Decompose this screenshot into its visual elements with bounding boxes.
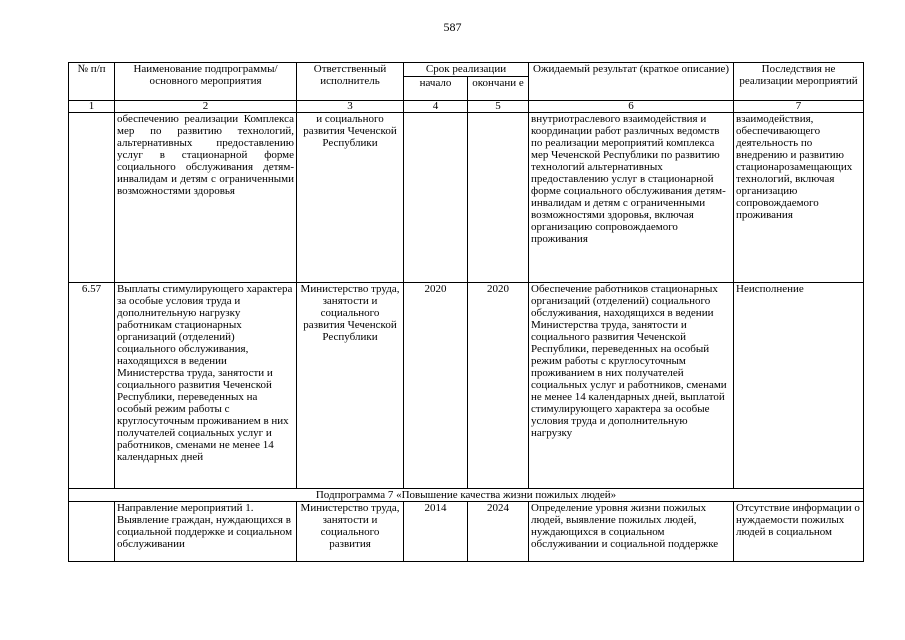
table-row bbox=[69, 502, 864, 562]
row-consequences: взаимодействия, обеспечивающего деятельность по внедрению и развитию стационарозамещающих технологий, включая организацию сопровождаемого проживания bbox=[734, 113, 864, 283]
subprogram-title: Подпрограмма 7 «Повышение качества жизни пожилых людей» bbox=[69, 489, 864, 502]
header-end: окончани е bbox=[468, 77, 529, 101]
row-end bbox=[468, 113, 529, 283]
row-result: Определение уровня жизни пожилых людей, выявление пожилых людей, нуждающихся в социальном обслуживании и социальной поддержке bbox=[529, 502, 734, 562]
header-start: начало bbox=[404, 77, 468, 101]
col-number: 2 bbox=[115, 101, 297, 113]
header-row bbox=[69, 63, 864, 77]
row-responsible: и социального развития Чеченской Республики bbox=[297, 113, 404, 283]
table-row bbox=[69, 283, 864, 489]
header-responsible: Ответственный исполнитель bbox=[297, 63, 404, 101]
col-number: 7 bbox=[734, 101, 864, 113]
row-num bbox=[69, 113, 115, 283]
header-num: № п/п bbox=[69, 63, 115, 101]
col-number: 6 bbox=[529, 101, 734, 113]
row-result: Обеспечение работников стационарных организаций (отделений) социального обслуживания, находящихся в ведении Министерства труда, занятости и социального развития Чеченской Республики, переведенных на особый режим работы с круглосуточным проживанием в них получателей социальных услуг и работников, сменами не менее 14 календарных дней, выплатой стимулирующего характера за особые условия труда и дополнительную нагрузку bbox=[529, 283, 734, 489]
row-responsible: Министерство труда, занятости и социального развития bbox=[297, 502, 404, 562]
row-start: 2020 bbox=[404, 283, 468, 489]
col-number: 4 bbox=[404, 101, 468, 113]
header-result: Ожидаемый результат (краткое описание) bbox=[529, 63, 734, 101]
row-result: внутриотраслевого взаимодействия и координации работ различных ведомств по реализации мероприятий комплекса мер Чеченской Республики по развитию технологий альтернативных предоставлению услуг в стационарной форме социального обслуживания детям-инвалидам и детям с ограниченными возможностями здоровья, включая организацию сопровождаемого проживания bbox=[529, 113, 734, 283]
row-consequences: Отсутствие информации о нуждаемости пожилых людей в социальном bbox=[734, 502, 864, 562]
col-number: 3 bbox=[297, 101, 404, 113]
subprogram-row bbox=[69, 489, 864, 502]
row-end: 2020 bbox=[468, 283, 529, 489]
row-num: 6.57 bbox=[69, 283, 115, 489]
row-name: Направление мероприятий 1. Выявление граждан, нуждающихся в социальной поддержке и социальном обслуживании bbox=[115, 502, 297, 562]
header-consequences: Последствия не реализации мероприятий bbox=[734, 63, 864, 101]
measures-table bbox=[68, 62, 864, 562]
row-start: 2014 bbox=[404, 502, 468, 562]
row-name: обеспечению реализации Комплекса мер по развитию технологий, альтернативных предоставлению услуг в стационарной форме социального обслуживания детям-инвалидам и детям с ограниченными возможностями здоровья bbox=[115, 113, 297, 283]
column-numbers-row bbox=[69, 101, 864, 113]
col-number: 5 bbox=[468, 101, 529, 113]
header-period: Срок реализации bbox=[404, 63, 529, 77]
row-responsible: Министерство труда, занятости и социального развития Чеченской Республики bbox=[297, 283, 404, 489]
page-number: 587 bbox=[443, 20, 462, 34]
row-name: Выплаты стимулирующего характера за особые условия труда и дополнительную нагрузку работникам стационарных организаций (отделений) социального обслуживания, находящихся в ведении Министерства труда, занятости и социального развития Чеченской Республики, переведенных на особый режим работы с круглосуточным проживанием в них получателей социальных услуг и работников, сменами не менее 14 календарных дней bbox=[115, 283, 297, 489]
header-name: Наименование подпрограммы/ основного мероприятия bbox=[115, 63, 297, 101]
row-consequences: Неисполнение bbox=[734, 283, 864, 489]
row-end: 2024 bbox=[468, 502, 529, 562]
table-row bbox=[69, 113, 864, 283]
row-num bbox=[69, 502, 115, 562]
col-number: 1 bbox=[69, 101, 115, 113]
row-start bbox=[404, 113, 468, 283]
